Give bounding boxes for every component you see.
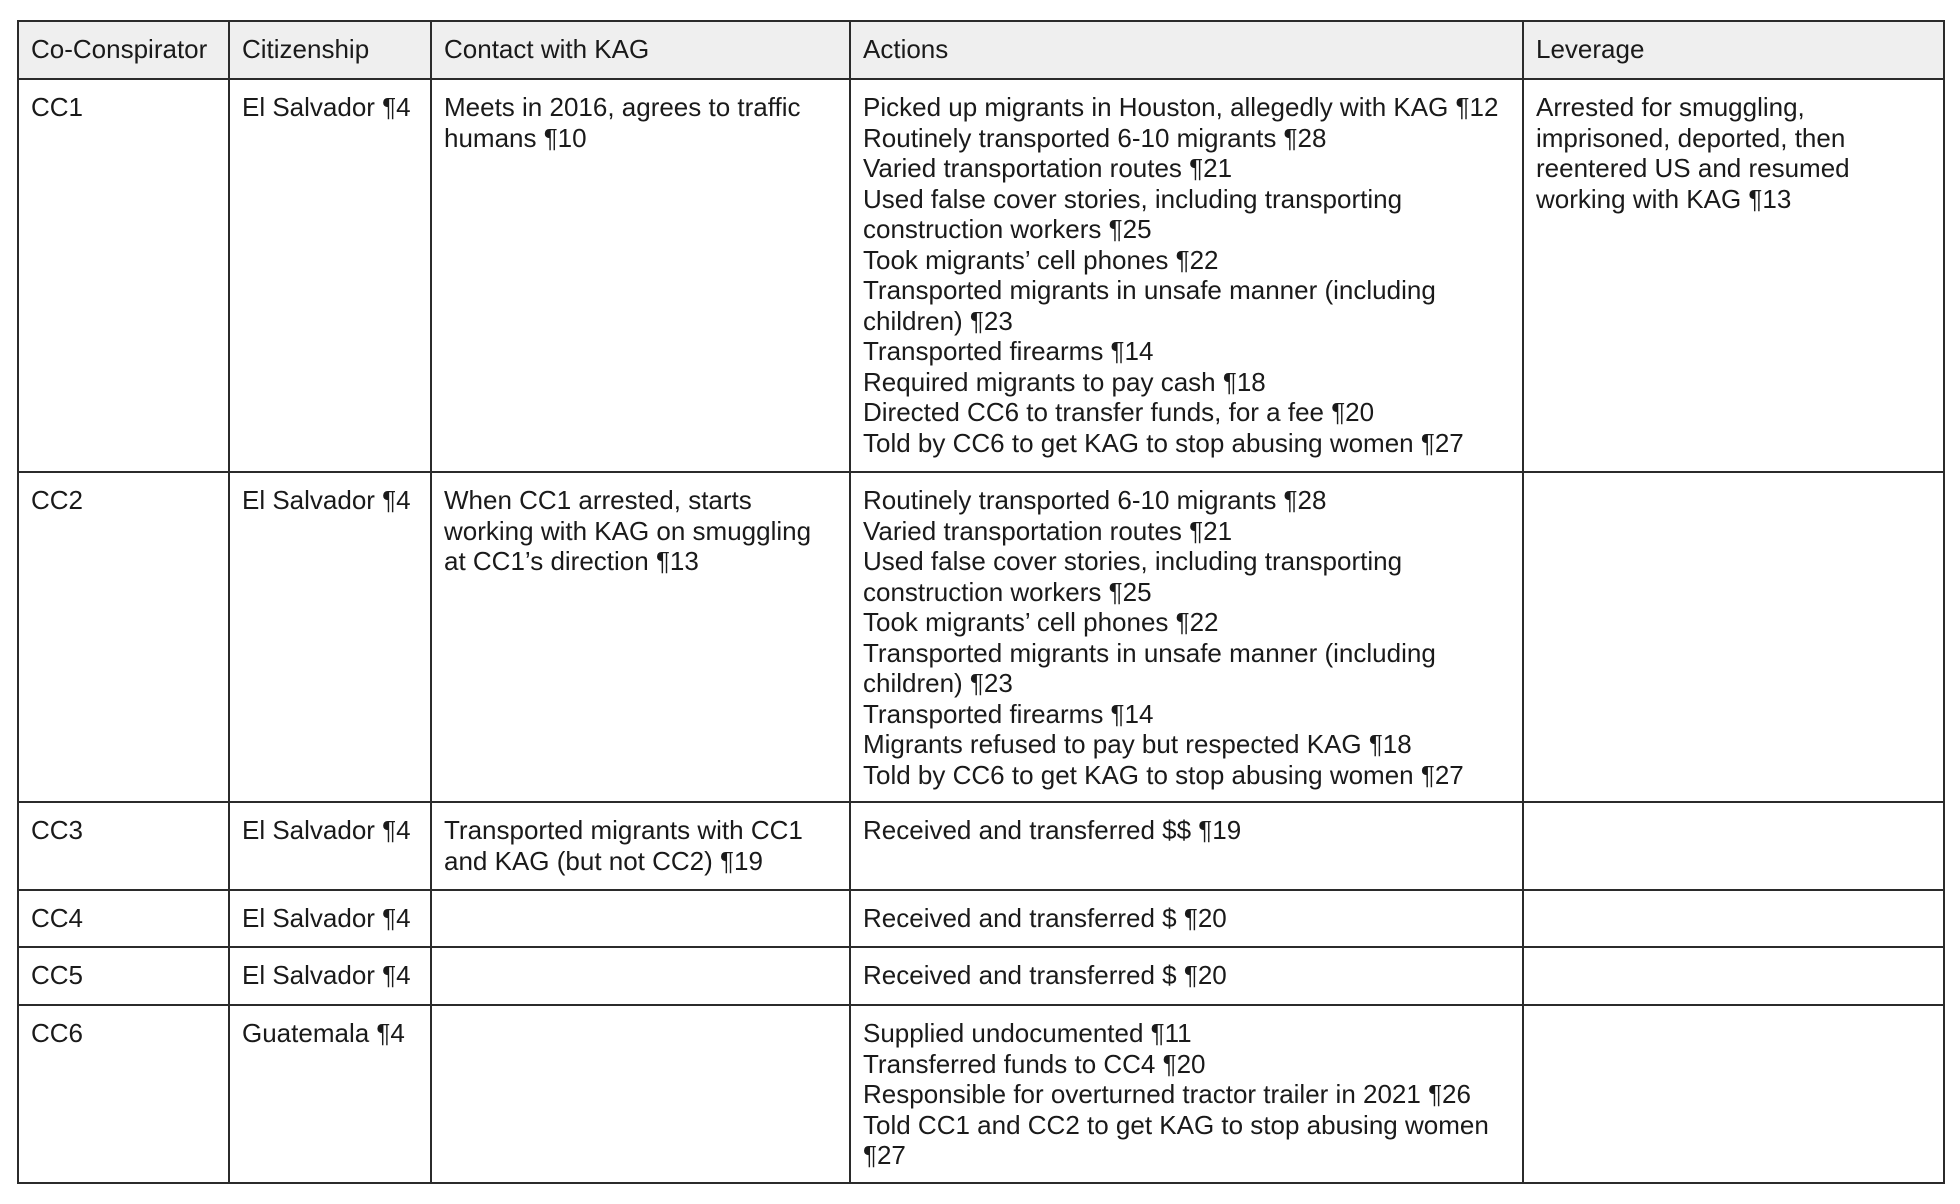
leverage-cell (1523, 472, 1944, 802)
co-conspirator-cell: CC6 (18, 1005, 229, 1183)
action-item: Migrants refused to pay but respected KAG ¶18 (863, 729, 1412, 759)
action-item: Received and transferred $ ¶20 (863, 960, 1227, 990)
action-item: Varied transportation routes ¶21 (863, 515, 1233, 546)
actions-cell (850, 79, 1523, 472)
actions-cell (850, 802, 1523, 890)
table-row (18, 802, 1944, 890)
action-item: Responsible for overturned tractor trailer in 2021 ¶26 (863, 1079, 1471, 1109)
action-item: Told by CC6 to get KAG to stop abusing women ¶27 (863, 427, 1464, 458)
header-leverage: Leverage (1523, 21, 1944, 79)
co-conspirator-cell: CC3 (18, 802, 229, 890)
action-item: Told CC1 and CC2 to get KAG to stop abusing women ¶27 (863, 1109, 1489, 1170)
citizenship-cell: Guatemala ¶4 (229, 1005, 431, 1183)
citizenship-cell: El Salvador ¶4 (229, 802, 431, 890)
action-item: Routinely transported 6-10 migrants ¶28 (863, 122, 1327, 153)
action-item: Varied transportation routes ¶21 (863, 153, 1233, 183)
co-conspirator-cell: CC1 (18, 79, 229, 472)
table-row (18, 1005, 1944, 1183)
action-item: Directed CC6 to transfer funds, for a fee ¶20 (863, 397, 1375, 427)
header-row (18, 21, 1944, 79)
header-actions: Actions (850, 21, 1523, 79)
action-item: Transported firearms ¶14 (863, 698, 1154, 729)
header-co-conspirator: Co-Conspirator (18, 21, 229, 79)
contact-cell (431, 890, 850, 947)
action-item: Used false cover stories, including transporting construction workers ¶25 (863, 546, 1403, 607)
table-row (18, 79, 1944, 472)
action-item: Picked up migrants in Houston, allegedly with KAG ¶12 (863, 92, 1499, 122)
contact-cell: Transported migrants with CC1 and KAG (but not CC2) ¶19 (431, 802, 850, 890)
action-item: Took migrants’ cell phones ¶22 (863, 244, 1219, 275)
actions-cell (850, 472, 1523, 802)
header-contact-with-kag: Contact with KAG (431, 21, 850, 79)
action-item: Told by CC6 to get KAG to stop abusing women ¶27 (863, 759, 1464, 790)
contact-cell (431, 1005, 850, 1183)
action-item: Transported firearms ¶14 (863, 336, 1154, 366)
citizenship-cell: El Salvador ¶4 (229, 947, 431, 1005)
action-item: Transported migrants in unsafe manner (including children) ¶23 (863, 275, 1436, 336)
table-row (18, 947, 1944, 1005)
actions-cell (850, 890, 1523, 947)
action-item: Routinely transported 6-10 migrants ¶28 (863, 485, 1327, 515)
leverage-cell: Arrested for smuggling, imprisoned, deported, then reentered US and resumed working with KAG ¶13 (1523, 79, 1944, 472)
action-item: Transported migrants in unsafe manner (including children) ¶23 (863, 637, 1436, 698)
contact-cell: When CC1 arrested, starts working with KAG on smuggling at CC1’s direction ¶13 (431, 472, 850, 802)
actions-cell (850, 947, 1523, 1005)
action-item: Took migrants’ cell phones ¶22 (863, 607, 1219, 637)
citizenship-cell: El Salvador ¶4 (229, 79, 431, 472)
table-row (18, 890, 1944, 947)
citizenship-cell: El Salvador ¶4 (229, 890, 431, 947)
leverage-cell (1523, 947, 1944, 1005)
action-item: Transferred funds to CC4 ¶20 (863, 1048, 1206, 1079)
leverage-cell (1523, 890, 1944, 947)
action-item: Received and transferred $$ ¶19 (863, 815, 1242, 845)
leverage-cell (1523, 1005, 1944, 1183)
co-conspirator-table (17, 20, 1945, 1184)
co-conspirator-cell: CC4 (18, 890, 229, 947)
action-item: Used false cover stories, including transporting construction workers ¶25 (863, 183, 1403, 244)
header-citizenship: Citizenship (229, 21, 431, 79)
contact-cell: Meets in 2016, agrees to traffic humans ¶10 (431, 79, 850, 472)
action-item: Received and transferred $ ¶20 (863, 903, 1227, 933)
actions-cell (850, 1005, 1523, 1183)
table-row (18, 472, 1944, 802)
contact-cell (431, 947, 850, 1005)
action-item: Required migrants to pay cash ¶18 (863, 366, 1266, 397)
action-item: Supplied undocumented ¶11 (863, 1018, 1192, 1048)
leverage-cell (1523, 802, 1944, 890)
co-conspirator-cell: CC5 (18, 947, 229, 1005)
citizenship-cell: El Salvador ¶4 (229, 472, 431, 802)
co-conspirator-cell: CC2 (18, 472, 229, 802)
